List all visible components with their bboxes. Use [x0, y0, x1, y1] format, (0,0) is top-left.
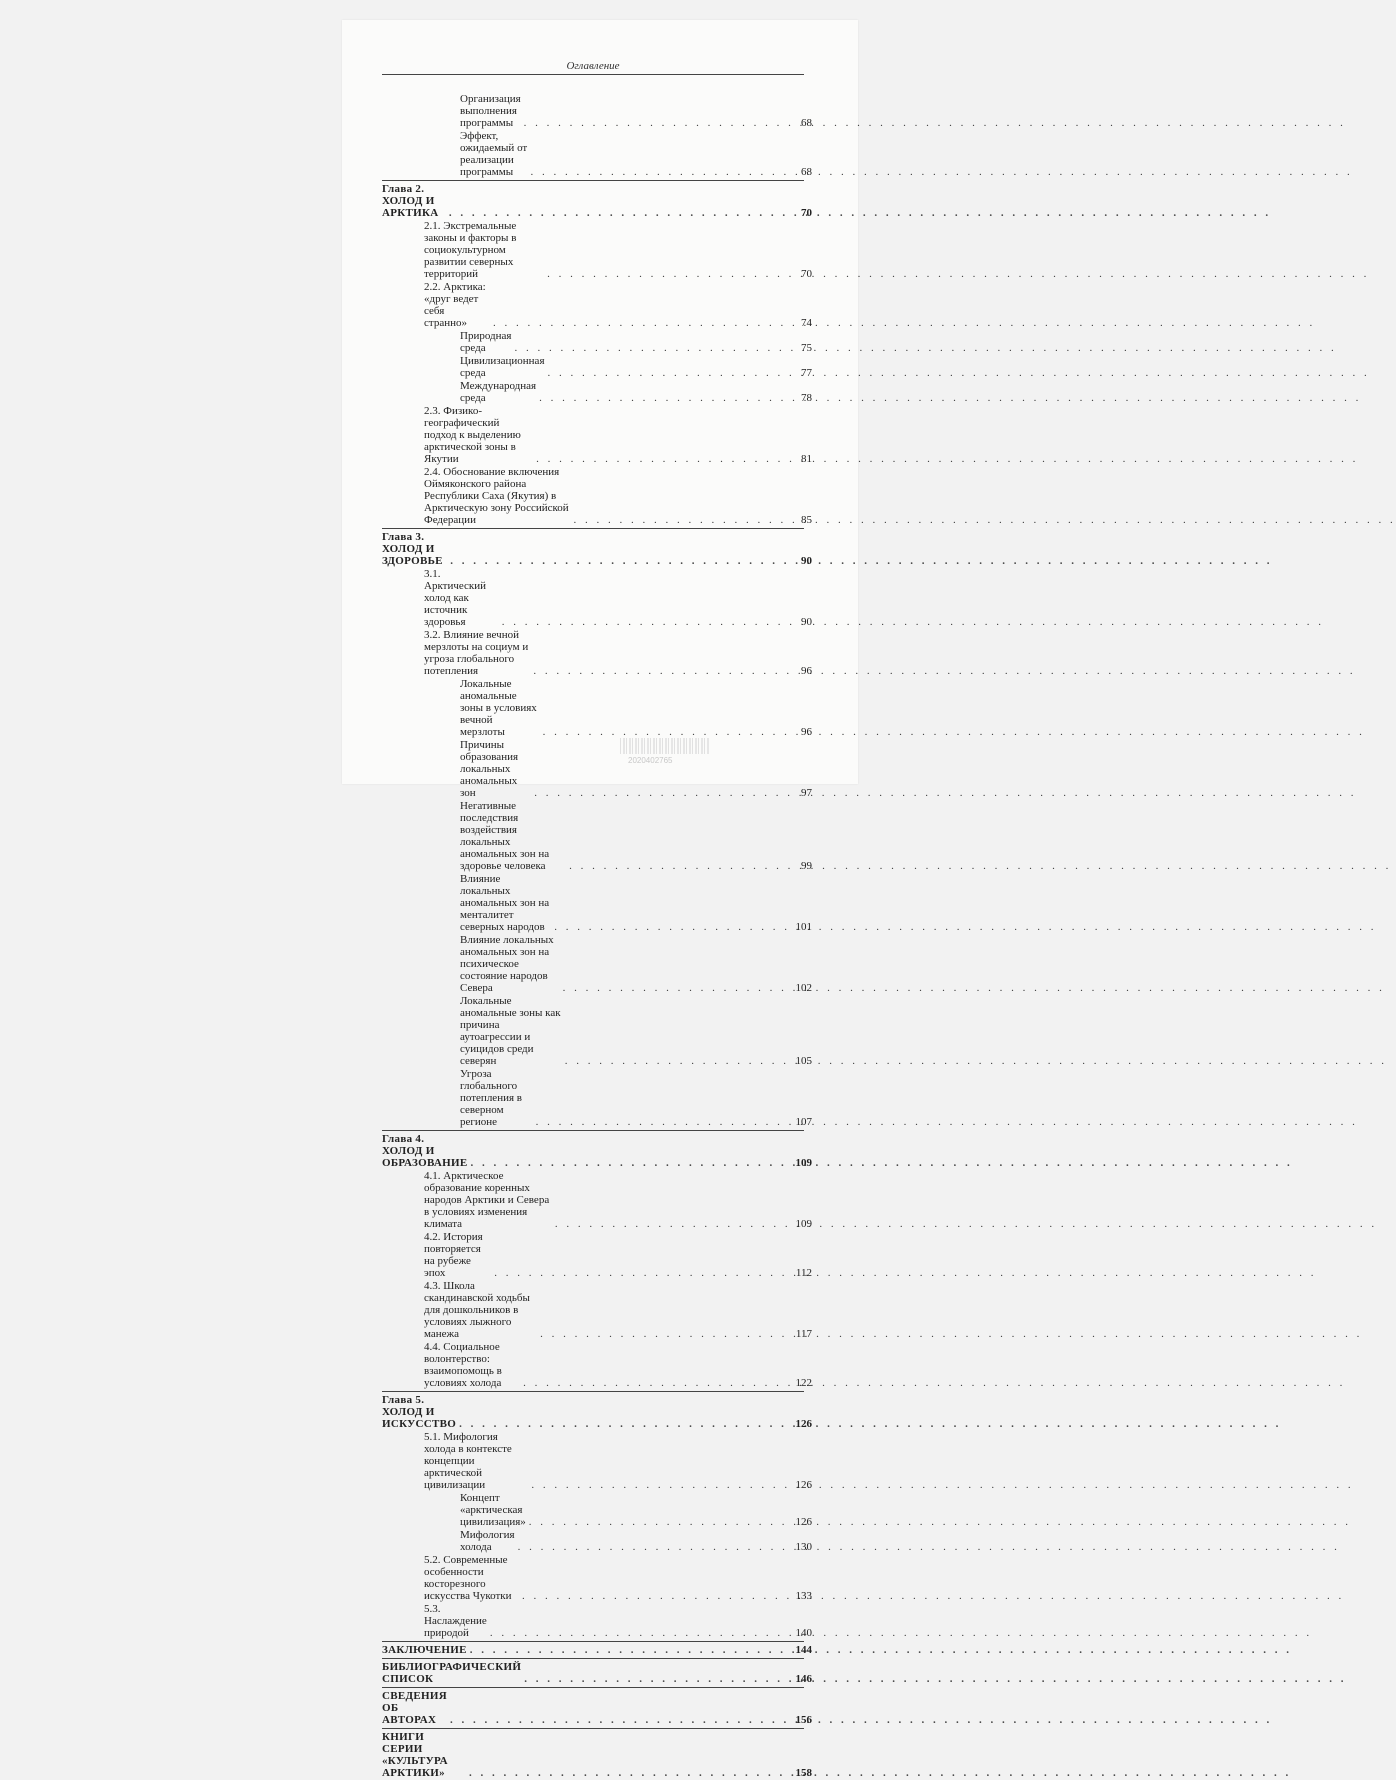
toc-page-number: 144: [795, 1644, 812, 1656]
section-rule: [382, 528, 804, 529]
toc-leader-dots: [566, 860, 782, 872]
toc-leader-dots: [552, 1218, 782, 1230]
toc-entry-title: БИБЛИОГРАФИЧЕСКИЙ СПИСОК: [382, 1661, 522, 1685]
toc-chapter-entry[interactable]: [382, 1394, 812, 1430]
toc-entry-title: Негативные последствия воздействия локальных аномальных зон на здоровье человека: [460, 800, 550, 872]
toc-entry-title: 5.1. Мифология холода в контексте концепции арктической цивилизации: [424, 1431, 512, 1491]
toc-leader-dots: [540, 726, 782, 738]
toc-entry-title: 2.2. Арктика: «друг ведет себя странно»: [424, 281, 486, 329]
toc-leader-dots: [533, 453, 782, 465]
toc-chapter-entry[interactable]: [382, 1644, 812, 1656]
toc-entry[interactable]: [382, 93, 812, 129]
toc-entry-title: Угроза глобального потепления в северном регионе: [460, 1068, 522, 1128]
toc-entry-title: 2.3. Физико-географический подход к выделению арктической зоны в Якутии: [424, 405, 521, 465]
toc-page-number: 74: [801, 317, 812, 329]
toc-page-number: 146: [795, 1673, 812, 1685]
toc-leader-dots: [560, 982, 782, 994]
toc-page-number: 68: [801, 117, 812, 129]
toc-entry-title: Локальные аномальные зоны как причина аутоагрессии и суицидов среди северян: [460, 995, 561, 1067]
toc-leader-dots: [519, 1590, 782, 1602]
toc-entry-title: 5.3. Наслаждение природой: [424, 1603, 487, 1639]
toc-leader-dots: [466, 1767, 782, 1779]
section-rule: [382, 1641, 804, 1642]
toc-leader-dots: [527, 166, 782, 178]
toc-entry[interactable]: [382, 739, 812, 799]
toc-entry-title: СВЕДЕНИЯ ОБ АВТОРАХ: [382, 1690, 447, 1726]
toc-entry-title: Организация выполнения программы: [460, 93, 521, 129]
toc-chapter-entry[interactable]: [382, 1731, 812, 1779]
toc-entry-title: 4.4. Социальное волонтерство: взаимопомощь в условиях холода: [424, 1341, 502, 1389]
toc-entry-title: 4.2. История повторяется на рубеже эпох: [424, 1231, 483, 1279]
toc-entry-title: 4.1. Арктическое образование коренных народов Арктики и Севера в условиях изменения климата: [424, 1170, 550, 1230]
toc-page-number: 112: [795, 1267, 812, 1279]
toc-page-number: 85: [801, 514, 812, 526]
toc-entry-title: Глава 2. ХОЛОД И АРКТИКА: [382, 183, 439, 219]
toc-leader-dots: [468, 1157, 783, 1169]
toc-entry-title: Влияние локальных аномальных зон на менталитет северных народов: [460, 873, 550, 933]
toc-entry-title: Глава 5. ХОЛОД И ИСКУССТВО: [382, 1394, 457, 1430]
toc-leader-dots: [526, 1516, 782, 1528]
toc-page-number: 81: [801, 453, 812, 465]
toc-entry[interactable]: [382, 130, 812, 178]
toc-entry[interactable]: [382, 800, 812, 872]
section-rule: [382, 1728, 804, 1729]
toc-leader-dots: [521, 117, 782, 129]
toc-leader-dots: [551, 921, 782, 933]
toc-leader-dots: [447, 1714, 782, 1726]
toc-page-number: 90: [801, 616, 812, 628]
section-rule: [382, 1391, 804, 1392]
toc-page-number: 96: [801, 665, 812, 677]
header-rule: [382, 74, 804, 75]
toc-leader-dots: [545, 367, 782, 379]
toc-entry[interactable]: [382, 1170, 812, 1230]
toc-entry-title: Природная среда: [460, 330, 512, 354]
section-rule: [382, 1687, 804, 1688]
toc-leader-dots: [570, 514, 782, 526]
toc-leader-dots: [528, 1479, 782, 1491]
toc-entry-title: Глава 3. ХОЛОД И ЗДОРОВЬЕ: [382, 531, 443, 567]
toc-leader-dots: [491, 1267, 782, 1279]
toc-leader-dots: [490, 317, 782, 329]
section-rule: [382, 1658, 804, 1659]
toc-chapter-entry[interactable]: [382, 1690, 812, 1726]
toc-leader-dots: [520, 1377, 782, 1389]
toc-leader-dots: [537, 1328, 782, 1340]
toc-leader-dots: [467, 1644, 782, 1656]
toc-page-number: 101: [795, 921, 812, 933]
toc-entry-title: 4.3. Школа скандинавской ходьбы для дошкольников в условиях лыжного манежа: [424, 1280, 530, 1340]
toc-entry[interactable]: [382, 568, 812, 628]
toc-page-number: 78: [801, 392, 812, 404]
toc-page-number: 117: [795, 1328, 812, 1340]
toc-entry[interactable]: [382, 405, 812, 465]
toc-entry[interactable]: [382, 1431, 812, 1491]
toc-leader-dots: [536, 392, 782, 404]
toc-entry[interactable]: [382, 678, 812, 738]
toc-page-number: 109: [795, 1157, 812, 1169]
toc-entry[interactable]: [382, 380, 812, 404]
toc-entry-title: Влияние локальных аномальных зон на психическое состояние народов Севера: [460, 934, 554, 994]
toc-chapter-entry[interactable]: [382, 183, 812, 219]
section-rule: [382, 180, 804, 181]
toc-chapter-entry[interactable]: [382, 1661, 812, 1685]
toc-entry-title: Глава 4. ХОЛОД И ОБРАЗОВАНИЕ: [382, 1133, 468, 1169]
toc-entry-title: Концепт «арктическая цивилизация»: [460, 1492, 526, 1528]
barcode-number: 2020402765: [628, 756, 673, 765]
book-page: [342, 20, 858, 1779]
toc-entry[interactable]: [382, 1341, 812, 1389]
toc-page-number: 126: [795, 1479, 812, 1491]
toc-page-number: 70: [801, 268, 812, 280]
toc-page-number: 126: [795, 1418, 812, 1430]
toc-page-number: 102: [795, 982, 812, 994]
toc-entry-title: Эффект, ожидаемый от реализации программы: [460, 130, 528, 178]
toc-entry-title: Цивилизационная среда: [460, 355, 545, 379]
toc-page-number: 140: [795, 1627, 812, 1639]
toc-entry[interactable]: [382, 355, 812, 379]
toc-page-number: 105: [795, 1055, 812, 1067]
toc-page-number: 77: [801, 367, 812, 379]
toc-leader-dots: [487, 1627, 782, 1639]
toc-leader-dots: [544, 268, 782, 280]
toc-entry[interactable]: [382, 995, 812, 1067]
toc-page-number: 70: [801, 207, 812, 219]
toc-entry[interactable]: [382, 873, 812, 933]
toc-entry-title: Мифология холода: [460, 1529, 515, 1553]
toc-page-number: 133: [795, 1590, 812, 1602]
toc-entry-title: Локальные аномальные зоны в условиях вечной мерзлоты: [460, 678, 537, 738]
toc-page-number: 68: [801, 166, 812, 178]
toc-leader-dots: [446, 207, 782, 219]
toc-entry[interactable]: [382, 281, 812, 329]
toc-entry[interactable]: [382, 1492, 812, 1528]
toc-entry-title: 3.2. Влияние вечной мерзлоты на социум и угроза глобального потепления: [424, 629, 529, 677]
toc-entry[interactable]: [382, 466, 812, 526]
toc-chapter-entry[interactable]: [382, 1133, 812, 1169]
toc-page-number: 99: [801, 860, 812, 872]
toc-leader-dots: [511, 342, 782, 354]
toc-page-number: 158: [795, 1767, 812, 1779]
toc-chapter-entry[interactable]: [382, 531, 812, 567]
running-header: Оглавление: [566, 60, 620, 72]
toc-entry-title: Международная среда: [460, 380, 537, 404]
toc-leader-dots: [499, 616, 782, 628]
toc-entry-title: Причины образования локальных аномальных зон: [460, 739, 519, 799]
toc-page-number: 97: [801, 787, 812, 799]
toc-entry[interactable]: [382, 1280, 812, 1340]
section-rule: [382, 1130, 804, 1131]
toc-entry[interactable]: [382, 220, 812, 280]
toc-entry-title: 2.1. Экстремальные законы и факторы в социокультурном развитии северных территорий: [424, 220, 517, 280]
toc-leader-dots: [562, 1055, 782, 1067]
toc-entry[interactable]: [382, 330, 812, 354]
toc-entry[interactable]: [382, 1554, 812, 1602]
toc-entry[interactable]: [382, 1529, 812, 1553]
toc-page-number: 107: [795, 1116, 812, 1128]
toc-leader-dots: [531, 787, 782, 799]
toc-page-number: 109: [795, 1218, 812, 1230]
toc-leader-dots: [447, 555, 782, 567]
toc-entry-title: 5.2. Современные особенности косторезного искусства Чукотки: [424, 1554, 512, 1602]
toc-entry[interactable]: [382, 1231, 812, 1279]
barcode-show-through: [620, 738, 710, 754]
table-of-contents: [382, 93, 812, 1780]
toc-page-number: 130: [795, 1541, 812, 1553]
toc-page-number: 126: [795, 1516, 812, 1528]
toc-leader-dots: [456, 1418, 782, 1430]
toc-entry[interactable]: [382, 1603, 812, 1639]
toc-leader-dots: [515, 1541, 782, 1553]
toc-page-number: 156: [795, 1714, 812, 1726]
toc-entry-title: ЗАКЛЮЧЕНИЕ: [382, 1644, 467, 1656]
toc-leader-dots: [530, 665, 782, 677]
toc-entry-title: 3.1. Арктический холод как источник здоровья: [424, 568, 487, 628]
toc-page-number: 90: [801, 555, 812, 567]
toc-entry[interactable]: [382, 629, 812, 677]
toc-page-number: 75: [801, 342, 812, 354]
toc-page-number: 122: [795, 1377, 812, 1389]
toc-leader-dots: [533, 1116, 782, 1128]
toc-page-number: 96: [801, 726, 812, 738]
toc-entry[interactable]: [382, 934, 812, 994]
toc-entry-title: 2.4. Обоснование включения Оймяконского района Республики Саха (Якутия) в Арктическую зону Российской Федерации: [424, 466, 569, 526]
toc-entry-title: КНИГИ СЕРИИ «КУЛЬТУРА АРКТИКИ»: [382, 1731, 448, 1779]
toc-entry[interactable]: [382, 1068, 812, 1128]
toc-leader-dots: [521, 1673, 782, 1685]
